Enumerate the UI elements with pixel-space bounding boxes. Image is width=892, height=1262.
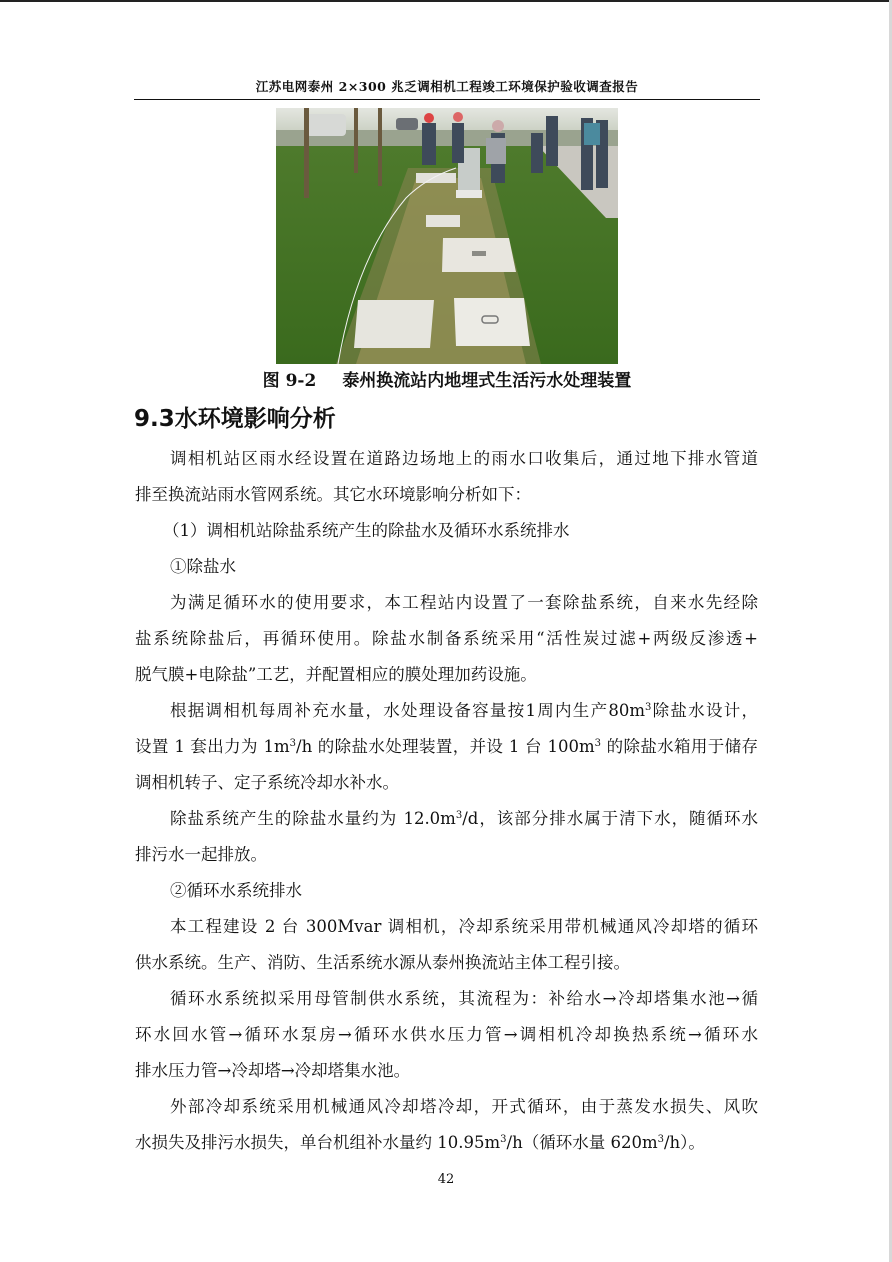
text-line: 调相机转子、定子系统冷却水补水。 — [135, 773, 399, 792]
sub-heading: ①除盐水 — [170, 557, 236, 576]
figure-caption — [134, 366, 760, 391]
sub-heading: ②循环水系统排水 — [170, 881, 302, 900]
running-header: 江苏电网泰州 2×300 兆乏调相机工程竣工环境保护验收调查报告 — [255, 79, 639, 94]
text-line: 排水压力管→冷却塔→冷却塔集水池。 — [135, 1061, 411, 1080]
text-line: 环水回水管→循环水泵房→循环水供水压力管→调相机冷却换热系统→循环水 — [135, 1025, 758, 1044]
header-rule — [134, 99, 760, 100]
text-line: 外部冷却系统采用机械通风冷却塔冷却，开式循环，由于蒸发水损失、风吹 — [170, 1097, 758, 1116]
text-line: 供水系统。生产、消防、生活系统水源从泰州换流站主体工程引接。 — [135, 953, 630, 972]
section-heading: 9.3水环境影响分析 — [134, 406, 336, 432]
text-line: 脱气膜+电除盐”工艺，并配置相应的膜处理加药设施。 — [135, 665, 537, 684]
text-line: 本工程建设 2 台 300Mvar 调相机，冷却系统采用带机械通风冷却塔的循环 — [170, 917, 758, 936]
text-line: 排至换流站雨水管网系统。其它水环境影响分析如下： — [135, 485, 531, 504]
sewage-treatment-photo — [276, 108, 618, 364]
text-line: 除盐系统产生的除盐水量约为 $12.0m^3/d$，该部分排水属于清下水，随循环水 — [170, 809, 758, 828]
text-line: 水损失及排污水损失，单台机组补水量约 $10.95m^3/h$（循环水量 $620m^3/h$）。 — [135, 1133, 705, 1152]
list-heading: （1）调相机站除盐系统产生的除盐水及循环水系统排水 — [163, 521, 570, 540]
page-number: 42 — [437, 1172, 455, 1187]
text-line: 为满足循环水的使用要求，本工程站内设置了一套除盐系统，自来水先经除 — [170, 593, 758, 612]
text-line: 循环水系统拟采用母管制供水系统，其流程为：补给水→冷却塔集水池→循 — [170, 989, 758, 1008]
photo-illustration — [276, 108, 618, 364]
text-line: 调相机站区雨水经设置在道路边场地上的雨水口收集后，通过地下排水管道 — [170, 449, 758, 468]
text-line: 排污水一起排放。 — [135, 845, 267, 864]
figure-number: 图 9-2 — [262, 371, 317, 391]
text-line: 盐系统除盐后，再循环使用。除盐水制备系统采用“活性炭过滤+两级反渗透+ — [135, 629, 758, 648]
top-border — [0, 0, 892, 2]
body-text — [135, 444, 758, 1164]
figure-caption-text: 泰州换流站内地埋式生活污水处理装置 — [342, 371, 632, 391]
text-line: 根据调相机每周补充水量，水处理设备容量按1周内生产$80m^3$除盐水设计， — [170, 701, 758, 720]
text-line: 设置 1 套出力为 $1m^3/h$ 的除盐水处理装置，并设 1 台 $100m^3$ 的除盐水箱用于储存 — [135, 737, 758, 756]
